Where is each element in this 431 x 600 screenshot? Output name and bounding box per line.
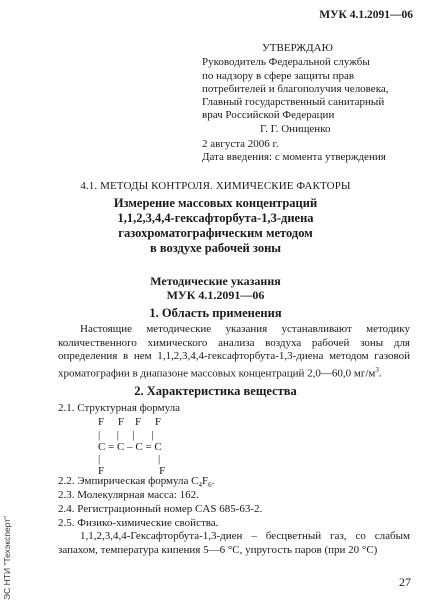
section1-text-end: . [378,367,382,380]
document-title [0,196,431,256]
formula-row: C = C – C = C [98,441,162,453]
item-structural-formula: 2.1. Структурная формула [58,402,180,414]
formula-row: F F [98,465,166,477]
properties-paragraph [58,530,410,557]
approval-line: по надзору в сфере защиты прав [202,69,355,82]
side-stamp: ЭС НТИ "Техэксперт" [2,515,12,600]
approval-block [202,42,389,165]
formula-row: | | | | [98,429,154,441]
empirical-sub: 4 [198,481,202,490]
guidelines-label: Методические указания [150,274,281,288]
section1-paragraph [58,323,410,381]
item-physchem-properties: 2.5. Физико-химические свойства. [58,517,219,529]
empirical-prefix: 2.2. Эмпирическая формула C [58,475,199,487]
approval-line: потребителей и благополучия человека, [202,82,389,95]
section2-title: 2. Характеристика вещества [134,384,297,398]
guidelines-block [0,274,431,302]
section1-title: 1. Область применения [149,306,282,320]
page-number: 27 [399,575,411,589]
section1-superscript: 3 [375,365,379,374]
approval-line: врач Российской Федерации [202,109,335,122]
properties-text: 1,1,2,3,4,4-Гексафторбута-1,3-диен – бесцветный газ, со слабым запахом, температура кипения 5—6 °С, упругость паров (при 20 °С) [58,530,410,556]
approval-signer: Г. Г. Онищенко [260,122,331,135]
guidelines-code: МУК 4.1.2091—06 [166,288,265,302]
empirical-sub: 6 [208,481,212,490]
approval-line: Главный государственный санитарный [202,96,385,109]
document-code: МУК 4.1.2091—06 [319,9,413,21]
approval-date: 2 августа 2006 г. [202,138,279,151]
empirical-end: . [211,475,215,487]
formula-row: | | [98,453,161,465]
section1-text: Настоящие методические указания устанавливают методику количественного химического анализа воздуха рабочей зоны для определения в нем 1,1,2,3,4,4-гексафторбута-1,3-диена методом газовой хроматографии в диапазоне массовых концентраций 2,0—60,0 мг/м [58,323,410,380]
formula-row: F F F F [98,416,161,428]
section-heading: 4.1. МЕТОДЫ КОНТРОЛЯ. ХИМИЧЕСКИЕ ФАКТОРЫ [80,180,351,192]
title-line: Измерение массовых концентраций [113,196,318,210]
approval-line: Руководитель Федеральной службы [202,56,370,69]
title-line: в воздухе рабочей зоны [149,241,282,255]
item-molecular-mass: 2.3. Молекулярная масса: 162. [58,489,199,501]
approval-heading: УТВЕРЖДАЮ [262,42,333,54]
approval-effective-date: Дата введения: с момента утверждения [202,151,386,164]
title-line: 1,1,2,3,4,4-гексафторбута-1,3-диена [117,211,314,225]
item-cas-number: 2.4. Регистрационный номер CAS 685-63-2. [58,503,263,515]
empirical-mid: F [201,475,209,487]
title-line: газохроматографическим методом [118,226,313,240]
item-empirical-formula [58,475,214,489]
